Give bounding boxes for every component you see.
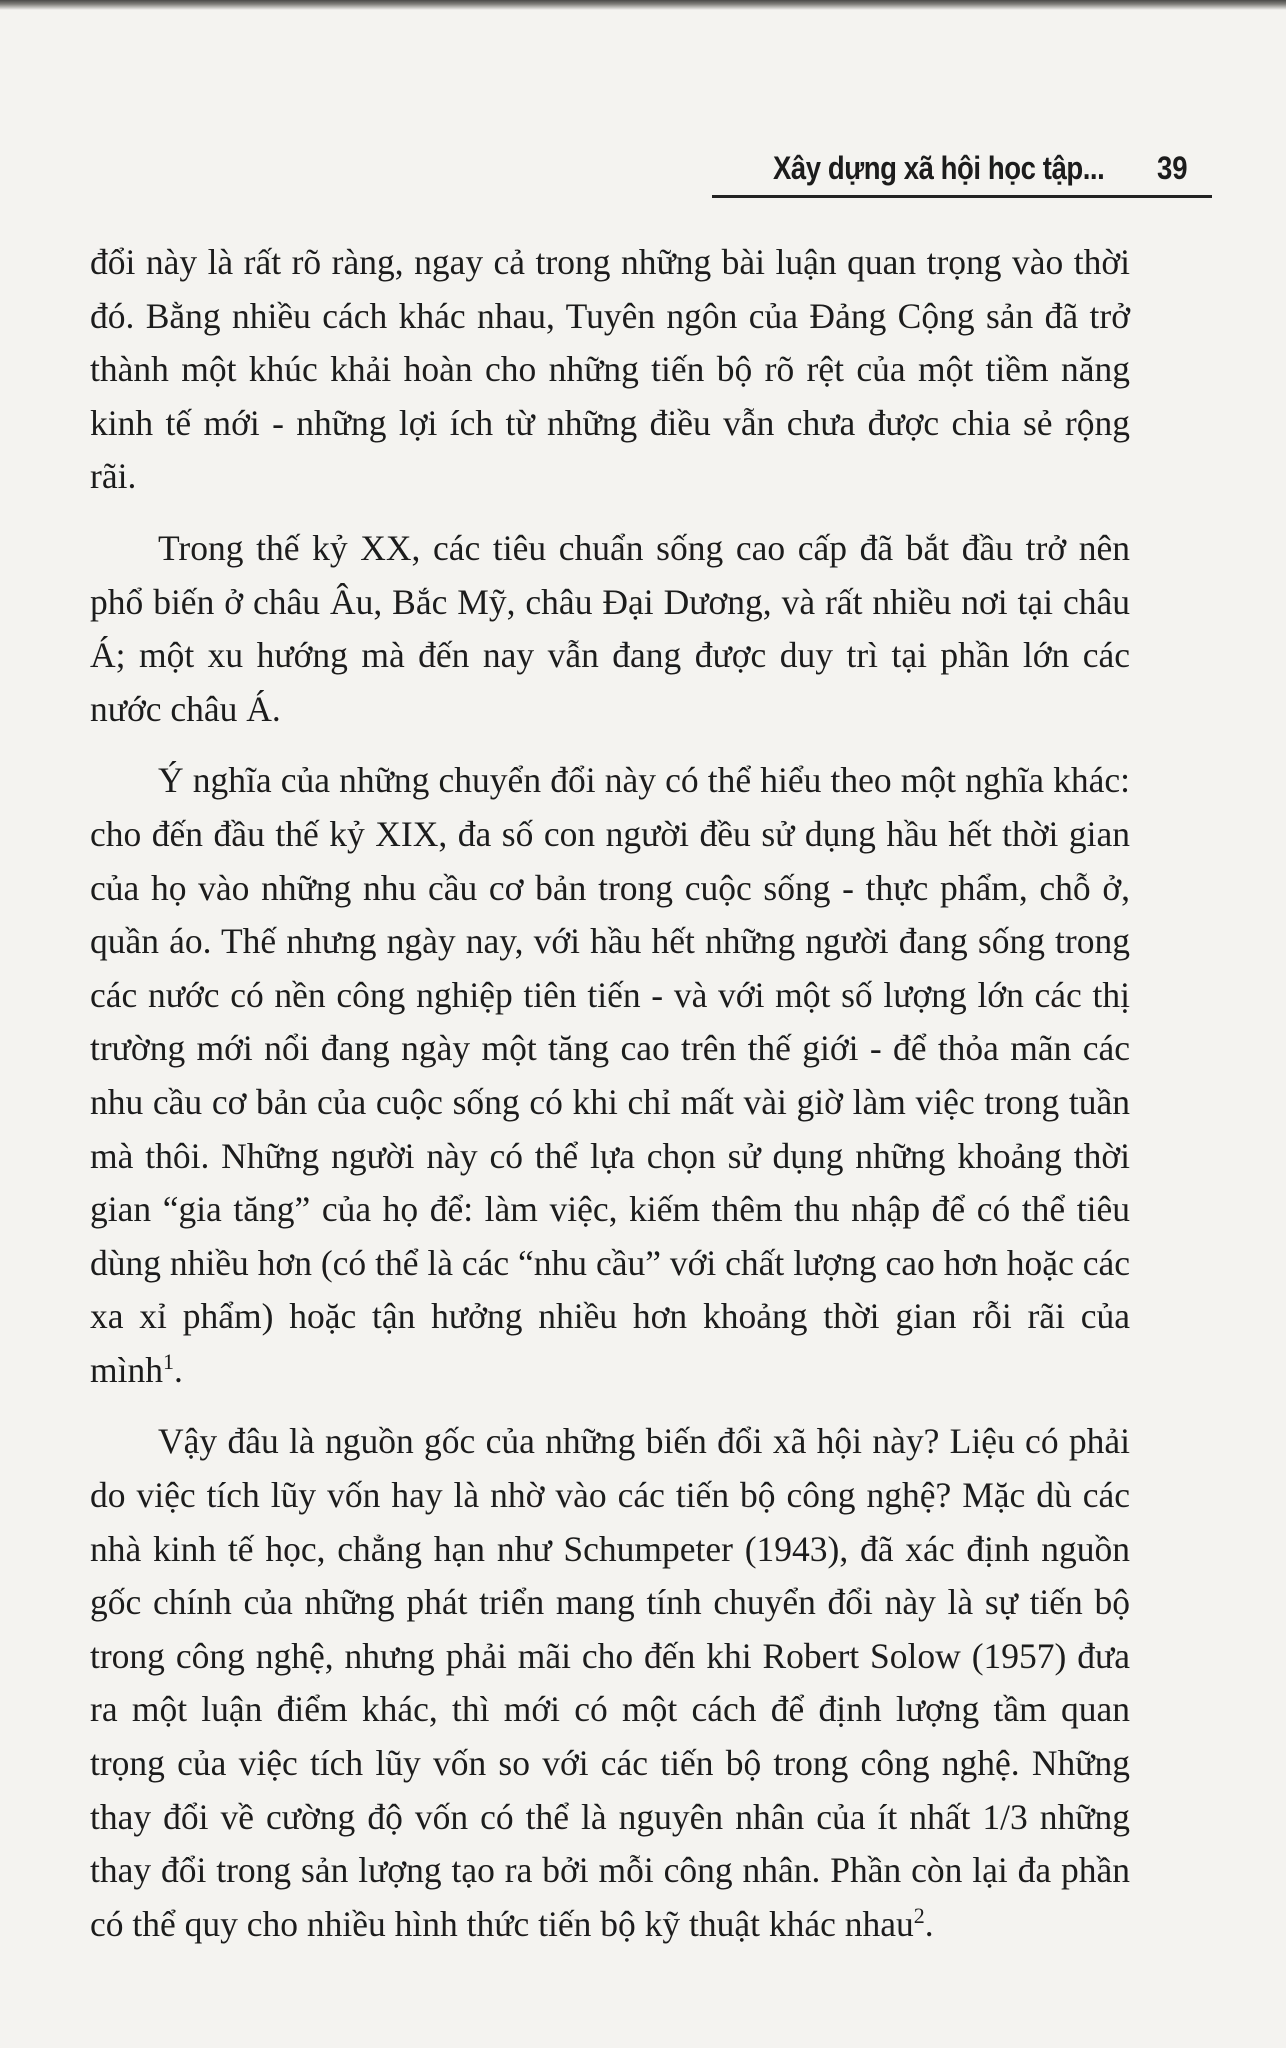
paragraph-text: Vậy đâu là nguồn gốc của những biến đổi xã hội này? Liệu có phải do việc tích lũy vốn hay là nhờ vào các tiến bộ công nghệ? Mặc dù các nhà kinh tế học, chẳng hạn như Schumpeter (1943), đã xác định nguồn gốc chính của những phát triển mang tính chuyển đổi này là sự tiến bộ trong công nghệ, nhưng phải mãi cho đến khi Robert Solow (1957) đưa ra một luận điểm khác, thì mới có một cách để định lượng tầm quan trọng của việc tích lũy vốn so với các tiến bộ trong công nghệ. Những thay đổi về cường độ vốn có thể là nguyên nhân của ít nhất 1/3 những thay đổi trong sản lượng tạo ra bởi mỗi công nhân. Phần còn lại đa phần có thể quy cho nhiều hình thức tiến bộ kỹ thuật khác nhau	[90, 1421, 1130, 1944]
body-text	[90, 236, 1130, 1951]
paragraph-continuation	[90, 236, 1130, 504]
running-header-title: Xây dựng xã hội học tập...	[772, 150, 1104, 186]
paragraph-text: đổi này là rất rõ ràng, ngay cả trong những bài luận quan trọng vào thời đó. Bằng nhiều cách khác nhau, Tuyên ngôn của Đảng Cộng sản đã trở thành một khúc khải hoàn cho những tiến bộ rõ rệt của một tiềm năng kinh tế mới - những lợi ích từ những điều vẫn chưa được chia sẻ rộng rãi.	[90, 242, 1130, 497]
paragraph-sources-of-change	[90, 1415, 1130, 1951]
paragraph-end-punctuation: .	[173, 1349, 183, 1390]
paragraph-text: Ý nghĩa của những chuyển đổi này có thể hiểu theo một nghĩa khác: cho đến đầu thế kỷ XIX, đa số con người đều sử dụng hầu hết thời gian của họ vào những nhu cầu cơ bản trong cuộc sống - thực phẩm, chỗ ở, quần áo. Thế nhưng ngày nay, với hầu hết những người đang sống trong các nước có nền công nghiệp tiên tiến - và với một số lượng lớn các thị trường mới nổi đang ngày một tăng cao trên thế giới - để thỏa mãn các nhu cầu cơ bản của cuộc sống có khi chỉ mất vài giờ làm việc trong tuần mà thôi. Những người này có thể lựa chọn sử dụng những khoảng thời gian “gia tăng” của họ để: làm việc, kiếm thêm thu nhập để có thể tiêu dùng nhiều hơn (có thể là các “nhu cầu” với chất lượng cao hơn hoặc các xa xỉ phẩm) hoặc tận hưởng nhiều hơn khoảng thời gian rỗi rãi của mình	[90, 760, 1130, 1390]
paragraph-living-standards	[90, 522, 1130, 736]
paragraph-text: Trong thế kỷ XX, các tiêu chuẩn sống cao cấp đã bắt đầu trở nên phổ biến ở châu Âu, Bắc Mỹ, châu Đại Dương, và rất nhiều nơi tại châu Á; một xu hướng mà đến nay vẫn đang được duy trì tại phần lớn các nước châu Á.	[90, 527, 1130, 729]
paragraph-end-punctuation: .	[924, 1903, 934, 1944]
footnote-reference[interactable]: 1	[162, 1349, 174, 1375]
footnote-reference[interactable]: 2	[913, 1902, 925, 1928]
running-header	[712, 126, 1212, 198]
scan-top-edge	[0, 0, 1286, 10]
paragraph-meaning-of-transformations	[90, 754, 1130, 1397]
page-number: 39	[1157, 150, 1188, 186]
